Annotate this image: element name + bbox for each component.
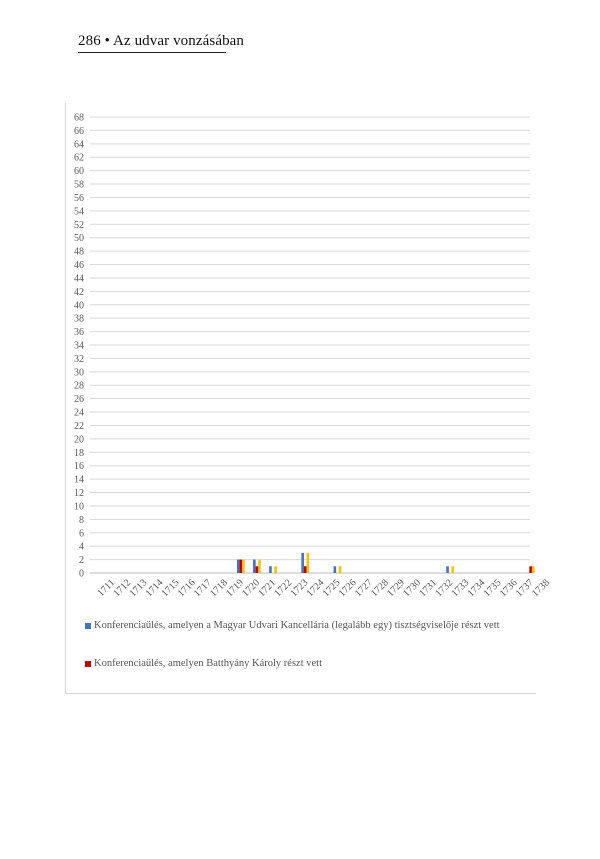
x-tick-label: 1731 (417, 577, 440, 600)
y-tick-label: 68 (74, 112, 84, 124)
y-tick-label: 64 (74, 139, 84, 151)
x-tick-label: 1723 (288, 577, 311, 600)
bar-3-1732 (451, 566, 454, 573)
running-head: 286 • Az udvar vonzásában (78, 33, 245, 49)
x-tick-label: 1716 (175, 577, 198, 600)
y-tick-label: 54 (74, 206, 84, 218)
y-tick-label: 48 (74, 246, 84, 258)
x-tick-label: 1721 (256, 577, 279, 600)
bar-1-1732 (446, 566, 449, 573)
y-tick-label: 60 (74, 166, 84, 178)
x-tick-label: 1728 (368, 577, 391, 600)
x-tick-label: 1714 (143, 577, 166, 600)
x-tick-label: 1729 (385, 577, 407, 600)
y-tick-label: 8 (79, 514, 84, 526)
y-tick-label: 52 (74, 219, 84, 231)
y-tick-label: 62 (74, 152, 84, 164)
bar-1-1719 (237, 560, 240, 573)
x-tick-label: 1735 (481, 577, 504, 600)
y-tick-label: 50 (74, 233, 84, 245)
y-tick-label: 24 (74, 407, 84, 419)
y-tick-label: 16 (74, 461, 84, 473)
bar-1-1720 (253, 560, 256, 573)
bar-3-1721 (274, 566, 277, 573)
legend-label-2: Konferenciaülés, amelyen Batthyány Károly részt vett (94, 658, 322, 669)
y-tick-label: 20 (74, 434, 84, 446)
y-tick-label: 58 (74, 179, 84, 191)
x-tick-label: 1720 (240, 577, 263, 600)
legend-swatch-2 (85, 661, 91, 667)
x-tick-label: 1733 (449, 577, 472, 600)
y-tick-label: 18 (74, 447, 84, 459)
y-tick-label: 2 (79, 555, 84, 567)
running-head-rule (78, 52, 226, 53)
x-tick-label: 1711 (95, 577, 118, 600)
x-tick-label: 1718 (207, 577, 230, 600)
x-tick-label: 1712 (111, 577, 134, 600)
x-tick-label: 1737 (513, 577, 536, 600)
x-tick-label: 1722 (272, 577, 295, 600)
x-tick-label: 1727 (352, 577, 375, 600)
bar-chart (65, 103, 552, 603)
y-tick-label: 32 (74, 353, 84, 365)
bar-3-1725 (339, 566, 342, 573)
x-tick-label: 1717 (191, 577, 214, 600)
legend-item-2 (85, 658, 322, 669)
y-tick-label: 56 (74, 192, 84, 204)
bar-3-1737 (532, 566, 535, 573)
legend-item-1 (85, 620, 500, 631)
bar-3-1723 (307, 553, 310, 573)
y-tick-label: 30 (74, 367, 84, 379)
x-tick-label: 1736 (497, 577, 520, 600)
y-tick-label: 6 (79, 528, 84, 540)
y-tick-label: 26 (74, 394, 84, 406)
x-tick-label: 1730 (401, 577, 424, 600)
y-tick-label: 66 (74, 125, 84, 137)
y-tick-label: 14 (74, 474, 84, 486)
bar-1-1723 (301, 553, 304, 573)
y-tick-label: 46 (74, 260, 84, 272)
bar-2-1720 (256, 566, 259, 573)
x-tick-label: 1725 (320, 577, 343, 600)
y-tick-label: 12 (74, 488, 84, 500)
bar-2-1719 (240, 560, 243, 573)
x-tick-label: 1726 (336, 577, 359, 600)
legend-label-1: Konferenciaülés, amelyen a Magyar Udvari Kancellária (legalább egy) tisztségviselője részt vett (94, 620, 500, 631)
x-tick-label: 1719 (224, 577, 246, 600)
y-tick-label: 28 (74, 380, 84, 392)
x-tick-label: 1713 (127, 577, 150, 600)
y-tick-label: 0 (79, 568, 84, 580)
y-tick-label: 40 (74, 300, 84, 312)
x-tick-label: 1724 (304, 577, 327, 600)
bar-3-1719 (242, 560, 245, 573)
x-tick-label: 1715 (159, 577, 182, 600)
bar-2-1737 (529, 566, 532, 573)
x-tick-label: 1732 (433, 577, 456, 600)
y-tick-label: 44 (74, 273, 84, 285)
y-tick-label: 22 (74, 420, 84, 432)
x-tick-label: 1738 (529, 577, 552, 600)
bar-1-1725 (334, 566, 337, 573)
y-tick-label: 36 (74, 327, 84, 339)
y-tick-label: 42 (74, 286, 84, 298)
y-tick-label: 38 (74, 313, 84, 325)
legend-swatch-1 (85, 623, 91, 629)
bar-2-1723 (304, 566, 307, 573)
bar-1-1721 (269, 566, 272, 573)
x-tick-label: 1734 (465, 577, 488, 600)
y-tick-label: 4 (79, 541, 84, 553)
bar-3-1720 (258, 560, 261, 573)
y-tick-label: 34 (74, 340, 84, 352)
y-tick-label: 10 (74, 501, 84, 513)
